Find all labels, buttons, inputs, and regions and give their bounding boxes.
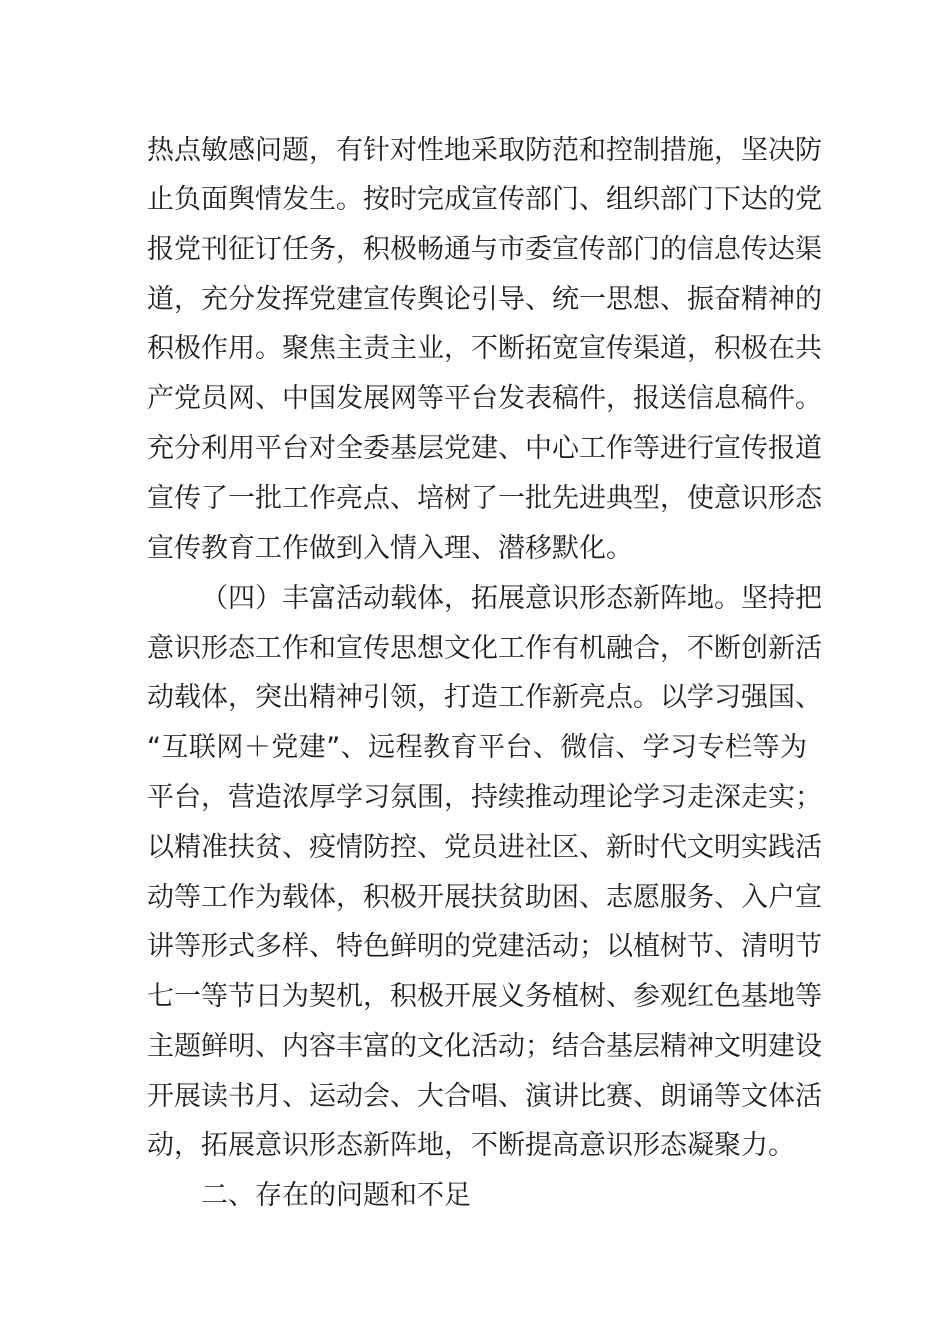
text-line: 讲等形式多样、特色鲜明的党建活动；以植树节、清明节 xyxy=(147,931,822,962)
text-line: 宣传教育工作做到入情入理、潜移默化。 xyxy=(147,533,633,564)
text-line: 充分利用平台对全委基层党建、中心工作等进行宣传报道 xyxy=(147,433,822,464)
text-line: 积极作用。聚焦主责主业，不断拓宽宣传渠道，积极在共 xyxy=(147,333,822,364)
text-line: “互联网＋党建”、远程教育平台、微信、学习专栏等为 xyxy=(147,732,807,763)
section-heading-4: （四）丰富活动载体，拓展意识形态新阵地。坚持把 xyxy=(201,583,822,614)
text-line: 道，充分发挥党建宣传舆论引导、统一思想、振奋精神的 xyxy=(147,284,822,315)
text-line: 报党刊征订任务，积极畅通与市委宣传部门的信息传达渠 xyxy=(147,234,822,265)
text-line: 意识形态工作和宣传思想文化工作有机融合，不断创新活 xyxy=(147,633,822,664)
text-line: 动等工作为载体，积极开展扶贫助困、志愿服务、入户宣 xyxy=(147,882,822,913)
text-line: 主题鲜明、内容丰富的文化活动；结合基层精神文明建设 xyxy=(147,1031,822,1062)
text-line: 止负面舆情发生。按时完成宣传部门、组织部门下达的党 xyxy=(147,184,822,215)
text-line: 宣传了一批工作亮点、培树了一批先进典型，使意识形态 xyxy=(147,483,822,514)
text-line: 七一等节日为契机，积极开展义务植树、参观红色基地等 xyxy=(147,981,822,1012)
text-line: 平台，营造浓厚学习氛围，持续推动理论学习走深走实； xyxy=(147,782,822,813)
text-line: 以精准扶贫、疫情防控、党员进社区、新时代文明实践活 xyxy=(147,832,822,863)
section-heading-2: 二、存在的问题和不足 xyxy=(201,1180,471,1211)
text-line: 动，拓展意识形态新阵地，不断提高意识形态凝聚力。 xyxy=(147,1130,795,1161)
text-line: 热点敏感问题，有针对性地采取防范和控制措施，坚决防 xyxy=(147,135,822,166)
text-line: 动载体，突出精神引领，打造工作新亮点。以学习强国、 xyxy=(147,682,822,713)
text-line: 产党员网、中国发展网等平台发表稿件，报送信息稿件。 xyxy=(147,383,822,414)
text-line: 开展读书月、运动会、大合唱、演讲比赛、朗诵等文体活 xyxy=(147,1081,822,1112)
